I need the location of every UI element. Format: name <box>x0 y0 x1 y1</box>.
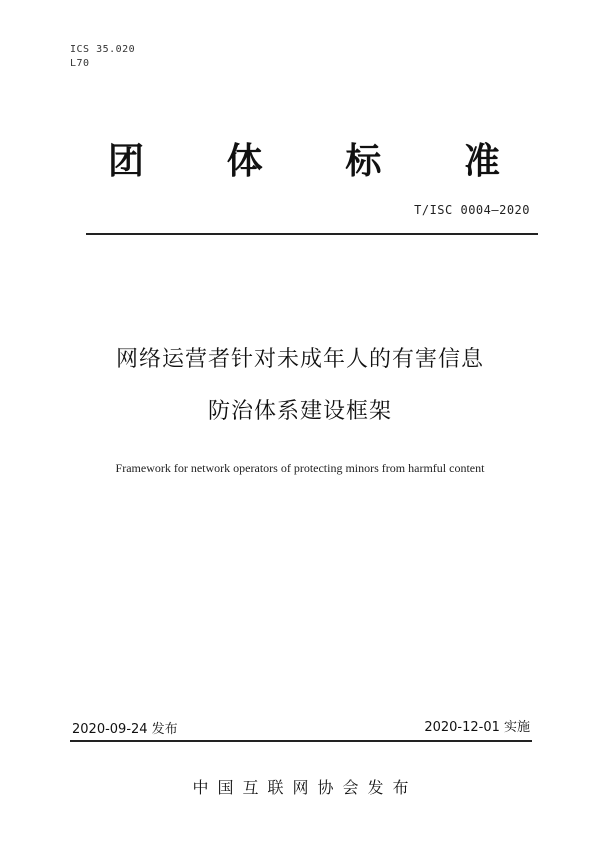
standard-type-heading <box>108 140 500 184</box>
standard-type-char: 标 <box>345 141 382 182</box>
clc-code: L70 <box>70 58 90 69</box>
standard-type-char: 体 <box>226 141 263 182</box>
standard-type-char: 准 <box>463 141 500 182</box>
document-title-zh-line2: 防治体系建设框架 <box>207 399 392 424</box>
top-divider <box>86 233 538 235</box>
bottom-divider <box>70 740 532 742</box>
publisher: 中国互联网协会发布 <box>192 778 418 797</box>
document-title-en: Framework for network operators of protecting minors from harmful content <box>115 461 485 475</box>
standard-number: T/ISC 0004—2020 <box>414 203 530 217</box>
ics-code: ICS 35.020 <box>70 44 136 55</box>
publish-date: 2020-09-24 发布 <box>72 722 178 737</box>
standard-type-char: 团 <box>108 141 145 182</box>
document-title-zh-line1: 网络运营者针对未成年人的有害信息 <box>115 347 484 372</box>
implement-date: 2020-12-01 实施 <box>424 720 530 735</box>
